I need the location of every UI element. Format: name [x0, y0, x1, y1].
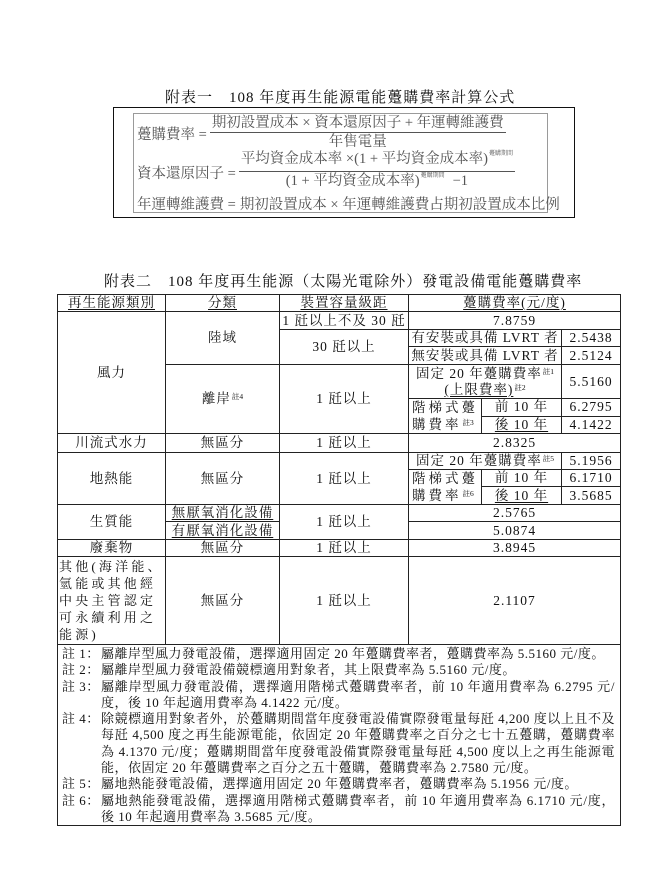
formula-crf-numerator-exponent: 躉購期間	[488, 151, 513, 157]
formula-purchase-rate-lhs: 躉購費率 =	[137, 126, 207, 143]
note-text: 屬地熱能發電設備，選擇適用階梯式躉購費率者，前 10 年適用費率為 6.1710 元/度，後 10 年起適用費率為 3.5685 元/度。	[101, 792, 616, 824]
wind-offshore-fixed-label-text: 固定 20 年躉購費率	[416, 365, 542, 381]
wind-offshore-capacity: 1 瓩以上	[280, 365, 409, 434]
table2-title: 附表二 108 年度再生能源（太陽光電除外）發電設備電能躉購費率	[104, 274, 583, 290]
header-classification: 分類	[166, 295, 280, 312]
formula-crf-denominator-tail: −1	[452, 173, 469, 189]
biomass-without-ad-label: 無厭氧消化設備	[166, 505, 280, 522]
feed-in-tariff-table	[57, 294, 621, 826]
wind-without-lvrt-label: 無安裝或具備 LVRT 者	[409, 347, 562, 365]
hydro-rate: 2.8325	[409, 434, 621, 453]
wind-onshore-tier1-rate: 7.8759	[409, 312, 621, 330]
formula-purchase-rate-numerator: 期初設置成本 × 資本還原因子 + 年運轉維護費	[211, 115, 504, 131]
header-rate: 躉購費率(元/度)	[409, 295, 621, 312]
note-item	[62, 662, 615, 678]
table-row	[58, 434, 621, 453]
table-row	[58, 540, 621, 557]
formula-purchase-rate	[137, 115, 506, 151]
wind-offshore-last10-label: 後 10 年	[482, 416, 562, 434]
note-ref-3: 註3	[462, 418, 474, 427]
wind-offshore-fixed-label	[409, 365, 562, 399]
wind-offshore-fixed-rate: 5.5160	[562, 365, 621, 399]
wind-onshore-label: 陸域	[166, 312, 280, 365]
geothermal-category: 地熱能	[58, 453, 166, 505]
other-capacity: 1 瓩以上	[280, 557, 409, 645]
wind-offshore-label-text: 離岸	[201, 391, 231, 406]
wind-offshore-last10-rate: 4.1422	[562, 416, 621, 434]
wind-offshore-first10-rate: 6.2795	[562, 399, 621, 417]
formula-crf-numerator	[239, 151, 515, 172]
wind-with-lvrt-rate: 2.5438	[562, 330, 621, 347]
waste-capacity: 1 瓩以上	[280, 540, 409, 557]
formula-om-rhs: 期初設置成本 × 年運轉維護費占期初設置成本比例	[239, 196, 560, 213]
note-ref-5: 註5	[542, 454, 554, 463]
formula-purchase-rate-fraction	[210, 115, 506, 151]
biomass-category: 生質能	[58, 505, 166, 540]
geothermal-last10-rate: 3.5685	[562, 487, 621, 505]
header-category: 再生能源類別	[58, 295, 166, 312]
formula-om-lhs: 年運轉維護費 =	[137, 196, 236, 213]
note-text: 屬離岸型風力發電設備，選擇適用階梯式躉購費率者，前 10 年適用費率為 6.2795 元/度，後 10 年起適用費率為 4.1422 元/度。	[101, 678, 616, 710]
geothermal-tiered-label	[409, 470, 482, 505]
table-header-row	[58, 295, 621, 312]
notes-cell	[58, 645, 621, 826]
wind-offshore-label	[166, 365, 280, 434]
note-text: 屬離岸型風力發電設備競標適用對象者，其上限費率為 5.5160 元/度。	[101, 662, 516, 678]
formula-crf-denominator-text: (1 + 平均資金成本率)	[285, 173, 420, 189]
waste-classification: 無區分	[166, 540, 280, 557]
note-label: 註 2：	[62, 662, 100, 678]
wind-category: 風力	[58, 312, 166, 434]
note-item	[62, 793, 615, 826]
formula-crf-denominator	[286, 172, 468, 193]
hydro-category: 川流式水力	[58, 434, 166, 453]
table-row	[58, 557, 621, 645]
table-row	[58, 453, 621, 470]
note-label: 註 4：	[62, 711, 100, 727]
note-ref-1: 註1	[542, 366, 554, 376]
biomass-with-ad-rate: 5.0874	[409, 522, 621, 540]
waste-rate: 3.8945	[409, 540, 621, 557]
note-label: 註 3：	[62, 678, 100, 694]
wind-without-lvrt-rate: 2.5124	[562, 347, 621, 365]
formula-purchase-rate-denominator: 年售電量	[328, 134, 387, 150]
wind-offshore-tiered-label	[409, 399, 482, 434]
wind-offshore-tiered-label-text: 階梯式躉購費率	[412, 400, 478, 432]
note-text: 屬離岸型風力發電設備，選擇適用固定 20 年躉購費率者，躉購費率為 5.5160 元/度。	[101, 646, 605, 661]
note-item	[62, 776, 615, 792]
biomass-capacity: 1 瓩以上	[280, 505, 409, 540]
biomass-with-ad-label: 有厭氧消化設備	[166, 522, 280, 540]
note-ref-6: 註6	[462, 489, 474, 498]
note-item	[62, 646, 615, 662]
biomass-without-ad-rate: 2.5765	[409, 505, 621, 522]
table1-title: 附表一 108 年度再生能源電能躉購費率計算公式	[165, 90, 516, 106]
note-label: 註 1：	[62, 646, 100, 661]
formula-crf-numerator-text: 平均資金成本率 ×(1 + 平均資金成本率)	[240, 151, 488, 167]
wind-offshore-fixed-cap-label: (上限費率)	[444, 381, 514, 397]
geothermal-classification: 無區分	[166, 453, 280, 505]
formula-box	[133, 113, 560, 213]
notes-row	[58, 645, 621, 826]
geothermal-tiered-label-text: 階梯式躉購費率	[412, 471, 478, 503]
header-capacity: 裝置容量級距	[280, 295, 409, 312]
formula-capital-recovery-factor	[137, 152, 515, 192]
other-classification: 無區分	[166, 557, 280, 645]
table-row	[58, 505, 621, 522]
wind-onshore-tier2-capacity: 30 瓩以上	[280, 330, 409, 365]
geothermal-fixed-label-text: 固定 20 年躉購費率	[416, 453, 542, 468]
note-ref-4: 註4	[231, 392, 244, 401]
other-category: 其他(海洋能、氫能或其他經中央主管認定可永續利用之能源)	[58, 557, 166, 645]
waste-category: 廢棄物	[58, 540, 166, 557]
note-label: 註 6：	[62, 792, 100, 808]
table-row	[58, 312, 621, 330]
wind-onshore-tier1-capacity: 1 瓩以上不及 30 瓩	[280, 312, 409, 330]
wind-with-lvrt-label: 有安裝或具備 LVRT 者	[409, 330, 562, 347]
note-item	[62, 679, 615, 712]
formula-crf-denominator-exponent: 躉購期間	[420, 173, 445, 179]
other-rate: 2.1107	[409, 557, 621, 645]
wind-offshore-first10-label: 前 10 年	[482, 399, 562, 417]
geothermal-first10-label: 前 10 年	[482, 470, 562, 487]
note-text: 除競標適用對象者外，於躉購期間當年度發電設備實際發電量每瓩 4,200 度以上且不及每瓩 4,500 度之再生能源電能，依固定 20 年躉購費率之百分之七十五躉購，躉購費率為 4.1370 元/度；躉購期間當年度發電設備實際發電量每瓩 4,500 度以上之再生能源電能，依固定 20 年躉購費率之百分之五十躉購，躉購費率為 2.7580 元/度。	[101, 711, 616, 776]
note-ref-2: 註2	[514, 382, 526, 392]
formula-crf-lhs: 資本還原因子 =	[137, 165, 236, 182]
formula-crf-fraction	[239, 151, 515, 193]
geothermal-fixed-rate: 5.1956	[562, 453, 621, 470]
hydro-capacity: 1 瓩以上	[280, 434, 409, 453]
geothermal-fixed-label	[409, 453, 562, 470]
formula-om-cost	[137, 194, 560, 212]
hydro-classification: 無區分	[166, 434, 280, 453]
geothermal-capacity: 1 瓩以上	[280, 453, 409, 505]
note-text: 屬地熱能發電設備，選擇適用固定 20 年躉購費率者，躉購費率為 5.1956 元/度。	[101, 776, 578, 792]
geothermal-last10-label: 後 10 年	[482, 487, 562, 505]
note-item	[62, 711, 615, 776]
note-label: 註 5：	[62, 776, 100, 792]
geothermal-first10-rate: 6.1710	[562, 470, 621, 487]
